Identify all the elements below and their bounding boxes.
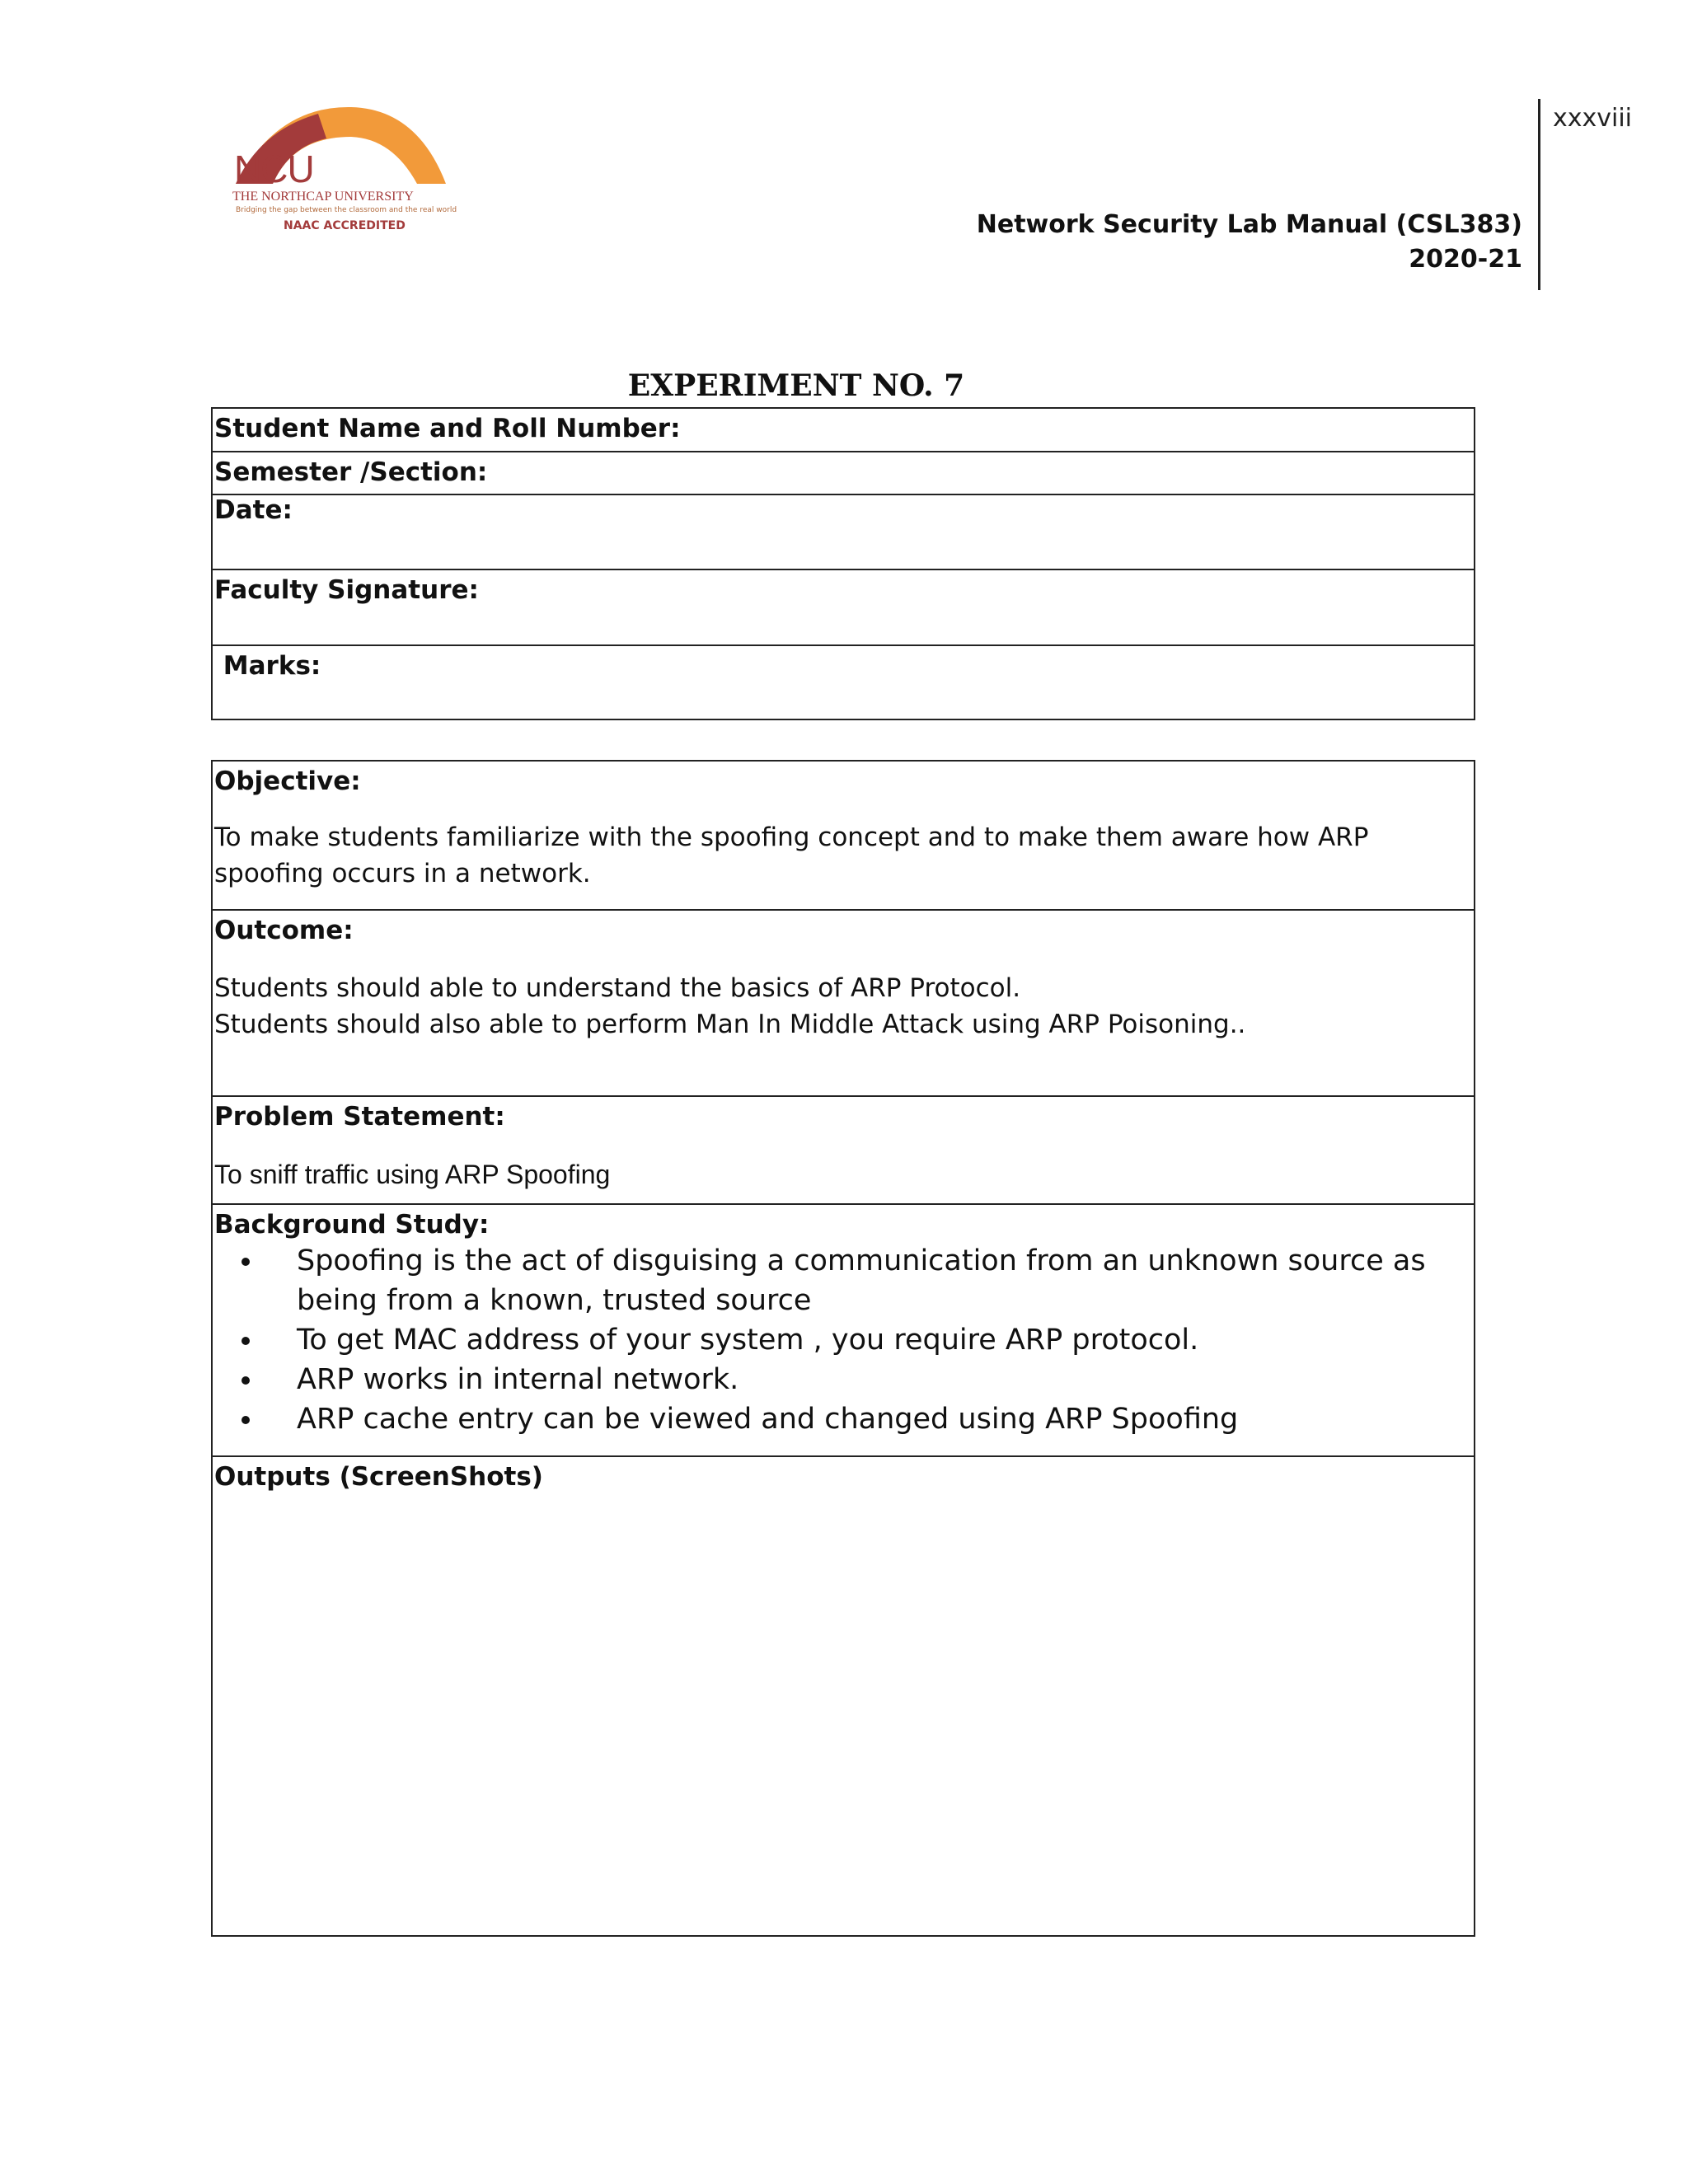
- problem-statement-label: Problem Statement:: [214, 1102, 505, 1132]
- objective-section: [213, 762, 1474, 911]
- date-row: Date:: [213, 495, 1474, 570]
- objective-label: Objective:: [214, 766, 361, 796]
- outcome-label: Outcome:: [214, 916, 354, 945]
- outcome-line: Students should able to understand the basics of ARP Protocol.: [214, 973, 1021, 1003]
- list-item: • Spoofing is the act of disguising a communication from an unknown source as being from a known, trusted source: [264, 1241, 1472, 1320]
- problem-statement-text: To sniff traffic using ARP Spoofing: [214, 1160, 611, 1189]
- background-study-label: Background Study:: [214, 1210, 490, 1240]
- faculty-signature-row: Faculty Signature:: [213, 570, 1474, 646]
- manual-title: Network Security Lab Manual (CSL383): [976, 210, 1522, 239]
- logo-ncu-text: NCU: [234, 148, 314, 190]
- header-divider: [1538, 99, 1540, 290]
- page-number: xxxviii: [1553, 104, 1633, 133]
- university-logo: [227, 105, 457, 237]
- logo-tagline: Bridging the gap between the classroom and the real world: [236, 206, 457, 214]
- background-study-section: [213, 1205, 1474, 1457]
- list-item: • To get MAC address of your system , you require ARP protocol.: [264, 1320, 1472, 1360]
- list-item: • ARP works in internal network.: [264, 1360, 1472, 1399]
- semester-row: Semester /Section:: [213, 452, 1474, 495]
- logo-accreditation: NAAC ACCREDITED: [284, 219, 406, 232]
- outputs-section: [213, 1457, 1474, 1935]
- list-item: • ARP cache entry can be viewed and changed using ARP Spoofing: [264, 1399, 1472, 1439]
- student-name-row: Student Name and Roll Number:: [213, 409, 1474, 452]
- outcome-section: [213, 911, 1474, 1097]
- outcome-line: Students should also able to perform Man In Middle Attack using ARP Poisoning..: [214, 1010, 1246, 1039]
- objective-text: To make students familiarize with the spoofing concept and to make them aware how ARP spoofing occurs in a network.: [214, 823, 1369, 888]
- manual-year: 2020-21: [1409, 245, 1522, 274]
- experiment-details-table: [211, 760, 1475, 1937]
- student-info-table: [211, 407, 1475, 720]
- background-bullet-list: [214, 1241, 1472, 1439]
- logo-university-name: THE NORTHCAP UNIVERSITY: [232, 190, 414, 204]
- experiment-title: EXPERIMENT NO. 7: [627, 368, 965, 403]
- marks-row: Marks:: [214, 651, 321, 681]
- outputs-label: Outputs (ScreenShots): [214, 1462, 543, 1492]
- problem-statement-section: [213, 1097, 1474, 1205]
